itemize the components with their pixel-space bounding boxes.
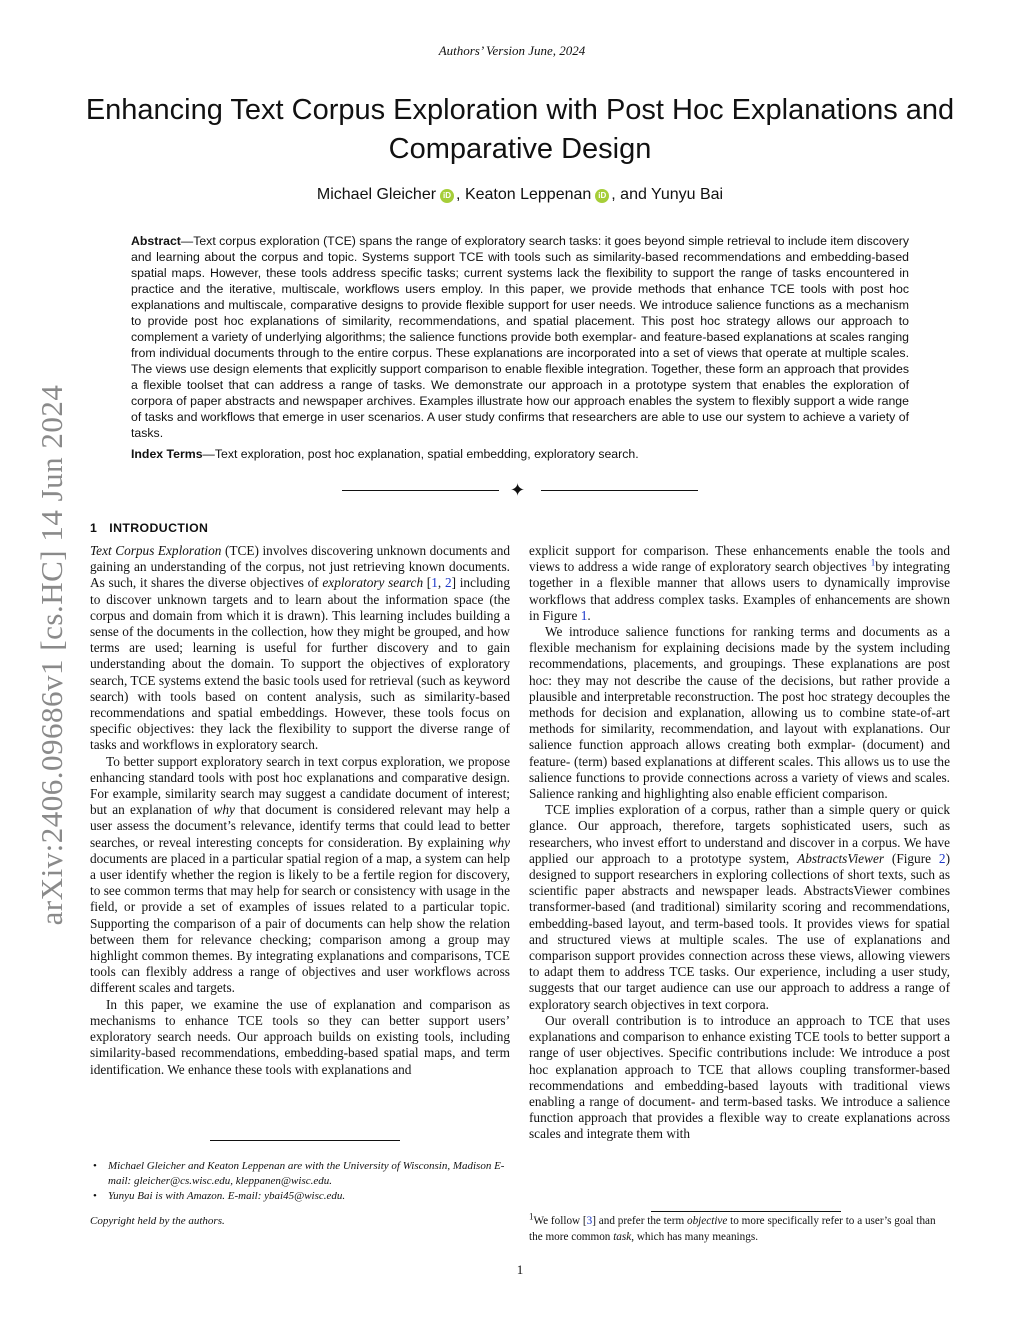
author-name: Keaton Leppenan bbox=[464, 186, 592, 203]
system-name: AbstractsViewer bbox=[797, 850, 885, 866]
divider-line-left bbox=[342, 490, 499, 491]
text: to more specifically refer to a user’s goal than the more common bbox=[529, 1215, 936, 1243]
abstract-text: —Text corpus exploration (TCE) spans the range of exploratory search tasks: it goes beyond simple retrieval to include item discovery and learning about the corpus and topic. Systems support TCE with tools such as similarity-based recommendations and embedding-based spatial maps. However, these tools address specific tasks; current systems lack the flexibility to support the range of tasks encountered in practice and the iterative, multiscale, workflows users employ. In this paper, we provide methods that enhance TCE tools with post hoc explanations and multiscale, comparative designs to provide flexible support for user needs. We introduce salience functions as a mechanism to provide post hoc explanations of similarity, recommendations, and spatial placement. This post hoc strategy allows our approach to complement a variety of underlying algorithms; the salience functions provide both exemplar- and feature-based explanations at scales ranging from individual documents through to the entire corpus. These explanations are incorporated into a set of views that operate at multiple scales. The views use design elements that explicitly support comparison to enable flexible integration. Together, these form an approach that provides a flexible toolset that can address a range of tasks. We demonstrate our approach in a prototype system that enables the exploration of corpora of paper abstracts and newspaper archives. Examples illustrate how our approach enables the system to flexibly support a wide range of tasks and workflows that emerge in user scenarios. A user study confirms that researchers are able to use our system to achieve a variety of tasks. bbox=[131, 234, 909, 440]
text: . bbox=[587, 607, 591, 623]
orcid-icon[interactable]: iD bbox=[440, 189, 454, 203]
running-header: Authors’ Version June, 2024 bbox=[438, 43, 586, 58]
figure-link[interactable]: 2 bbox=[938, 850, 946, 866]
arxiv-stamp[interactable]: arXiv:2406.09686v1 [cs.HC] 14 Jun 2024 bbox=[34, 384, 69, 926]
paragraph bbox=[90, 543, 510, 754]
text: Yunyu Bai is with Amazon. E-mail: ybai45@wisc.edu. bbox=[108, 1190, 346, 1202]
citation-link[interactable]: 2 bbox=[444, 575, 452, 591]
text: [ bbox=[423, 575, 432, 591]
index-terms bbox=[131, 446, 909, 462]
citation-link[interactable]: 1 bbox=[431, 575, 438, 591]
term: objective bbox=[686, 1215, 728, 1227]
author-separator: , and bbox=[611, 186, 652, 203]
footnote bbox=[529, 1211, 950, 1245]
text: explicit support for comparison. These enhancements enable the tools and views to address a wide range of exploratory search objectives bbox=[529, 543, 950, 575]
text: ] and prefer the term bbox=[592, 1215, 687, 1227]
text: including to discover unknown targets and to learn about the information space (the corpus and domain from which it is drawn). This learning includes building a sense of the documents in the collection, how they might be grouped, and how terms are used; learning is useful for further discovery and to gain understanding about the domain. To support the objectives of exploratory search, TCE systems extend the basic tools used for retrieval (such as keyword search) with tools based on content analysis, such as similarity-based recommendations and spatial embeddings. However, these tools focus on specific objectives: they lack the flexibility to support the diverse range of tasks and workflows in exploratory search. bbox=[90, 575, 510, 753]
paragraph bbox=[529, 543, 950, 624]
term: Text Corpus Exploration bbox=[90, 543, 222, 558]
citation-link[interactable]: 3 bbox=[586, 1215, 593, 1227]
text: , which has many meanings. bbox=[631, 1230, 759, 1243]
author-separator: , bbox=[456, 186, 465, 203]
section-title: INTRODUCTION bbox=[109, 521, 209, 535]
term: exploratory search bbox=[322, 575, 424, 591]
footnote-mark: 1 bbox=[529, 1211, 534, 1222]
term: task bbox=[613, 1230, 632, 1243]
divider-star-icon: ✦ bbox=[510, 480, 526, 500]
paragraph: Our overall contribution is to introduce an approach to TCE that uses explanations and comparison to enhance existing TCE tools to better support a range of user objectives. Specific contributions include: We introduce a post hoc explanation approach to TCE that allows coupling transformer-based recommendations and embedding-based layouts with traditional views enabling a range of document- and term-based tasks. We introduce a salience function approach that provides a flexible way to create explanations across scales and integrate them with bbox=[529, 1012, 950, 1142]
emphasis: why bbox=[213, 802, 235, 818]
right-column bbox=[529, 543, 950, 1143]
text: (TCE) involves discovering unknown documents and gaining an understanding of the corpus, not just retrieving known documents. As such, it shares the diverse objectives of bbox=[90, 543, 511, 591]
index-terms-text: —Text exploration, post hoc explanation, spatial embedding, exploratory search. bbox=[202, 447, 639, 461]
emphasis: why bbox=[488, 834, 510, 850]
affiliation-item bbox=[90, 1159, 510, 1189]
abstract bbox=[131, 233, 909, 441]
text: To better support exploratory search in text corpus exploration, we propose enhancing standard tools with post hoc explanations and comparative design. For example, similarity search may suggest a candidate document of interest; but an explanation of bbox=[90, 753, 510, 818]
paragraph: We introduce salience functions for ranking terms and documents as a flexible mechanism for explaining decisions made by the system including recommendations, placements, and groupings. These explanations are post hoc: they may not describe the cause of the decisions, but rather provide a plausible and interpretable reconstruction. The post hoc strategy decouples the methods for decision and explanation, allowing us to combine state-of-art methods for similarity, recommendation, and layout with explanations. Our salience function approach allows creating both exmplar- (document) and feature- (term) based explanations at different scales. This allows us to use the salience functions to provide connections across a variety of views and scales. Salience ranking and highlighting also enable efficient comparison. bbox=[529, 624, 950, 802]
page-number: 1 bbox=[516, 1262, 524, 1277]
section-divider bbox=[342, 481, 698, 501]
text: ] bbox=[451, 575, 457, 591]
figure-link[interactable]: 1 bbox=[580, 607, 588, 623]
text: Michael Gleicher and Keaton Leppenan are with the University of Wisconsin, Madison E-mail: gleicher@cs.wisc.edu, kleppanen@wisc.edu. bbox=[108, 1160, 505, 1187]
left-column bbox=[90, 543, 510, 1078]
text: documents are placed in a particular spatial region of a map, a system can help a user identify whether the region is likely to be a fertile region for discovery, to see common terms that may help for search or consistency with usage in the field, or provide a set of examples of issues related to a particular topic. Supporting the comparison of a pair of documents can help show the relation between them for relevance checking; comparison among a group may highlight common themes. By integrating explanations and comparisons, TCE tools can flexibly address a range of objectives and user workflows across different scales and targets. bbox=[90, 850, 510, 996]
divider-line-right bbox=[541, 490, 698, 491]
abstract-label: Abstract bbox=[131, 234, 181, 248]
index-terms-label: Index Terms bbox=[131, 447, 203, 461]
orcid-icon[interactable]: iD bbox=[595, 189, 609, 203]
bullet-icon: • bbox=[93, 1160, 97, 1172]
text: TCE implies exploration of a corpus, rather than a simple query or quick glance. Our approach, therefore, targets sophisticated users, such as researchers, who invest effort to understand and discover in a corpus. We have applied our approach to a prototype system, bbox=[529, 802, 950, 866]
affiliation-item bbox=[90, 1189, 510, 1204]
section-number: 1 bbox=[90, 521, 98, 535]
affiliation-footnotes bbox=[90, 1159, 510, 1204]
text: (Figure bbox=[884, 850, 939, 866]
section-heading bbox=[90, 521, 208, 535]
text: that document is considered relevant may help a user assess the document’s relevance, identify terms that could lead to better searches, or reveal interesting concepts for consideration. By explaining bbox=[90, 802, 510, 850]
text: ) designed to support researchers in exploring collections of short texts, such as scientific paper abstracts and newspaper leads. AbstractsViewer combines transformer-based (and traditional) similarity scoring and recommendations, embedding-based layout, and term-based tools. It provides views for spatial and structured views at multiple scales. The use of explanations and comparison support provides connection across these views, allowing viewers to adapt them to address TCE tasks. Our experience, including a user study, suggests that our target audience can use our approach to address a range of exploratory search objectives in text corpora. bbox=[529, 850, 950, 1012]
paragraph: In this paper, we examine the use of explanation and comparison as mechanisms to enhance TCE tools so they can better support users’ exploratory search needs. Our approach builds on existing tools, including similarity-based recommendations, embedding-based spatial maps, and term identification. We enhance these tools with explanations and bbox=[90, 996, 510, 1077]
text: by integrating together in a flexible manner that allows users to dynamically improvise workflows that address complex tasks. Examples of enhancements are shown in Figure bbox=[529, 559, 950, 623]
text: , bbox=[437, 575, 445, 591]
bullet-icon: • bbox=[93, 1190, 97, 1202]
text: We follow [ bbox=[533, 1215, 587, 1227]
footnote-rule bbox=[651, 1211, 841, 1212]
footnote-link[interactable]: 1 bbox=[870, 557, 876, 568]
author-name: Yunyu Bai bbox=[651, 186, 724, 203]
paragraph bbox=[90, 754, 510, 997]
author-list bbox=[0, 186, 1024, 204]
paragraph bbox=[529, 802, 950, 1013]
author-name: Michael Gleicher bbox=[316, 186, 437, 203]
copyright-note: Copyright held by the authors. bbox=[90, 1215, 225, 1227]
paper-title: Enhancing Text Corpus Exploration with Post Hoc Explanations and Comparative Design bbox=[85, 94, 955, 165]
footnote-rule bbox=[210, 1140, 400, 1141]
